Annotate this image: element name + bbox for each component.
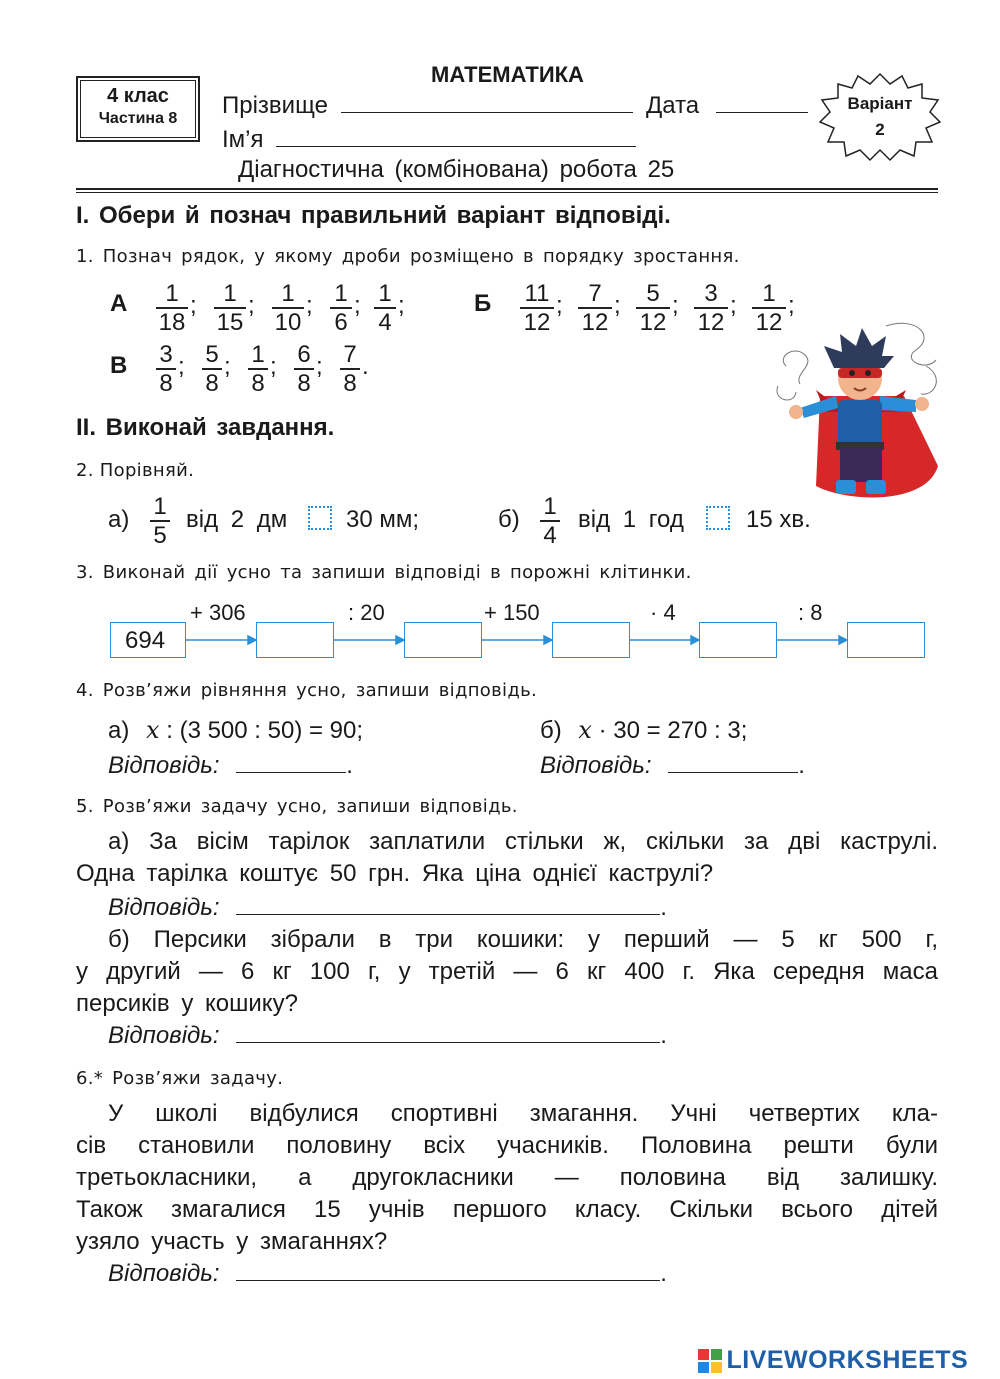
fraction: $\frac{1}{10}$ xyxy=(272,280,304,336)
separator: ; xyxy=(730,292,737,319)
answer-label: Відповідь: xyxy=(108,894,220,921)
chain-op-1: + 306 xyxy=(190,600,246,625)
task5-a-line2: Одна тарілка коштує 50 грн. Яка ціна однієї каструлі? xyxy=(76,860,714,887)
compare-box-a[interactable] xyxy=(308,506,332,530)
fraction: $\frac{5}{12}$ xyxy=(636,280,670,336)
date-label: Дата xyxy=(646,92,700,119)
task2-b-mid: від 1 год xyxy=(578,506,684,533)
superhero-illustration xyxy=(776,316,942,504)
task6-line1: У школі відбулися спортивні змагання. Учні четвертих кла- xyxy=(108,1100,938,1127)
answer-field-5b[interactable] xyxy=(236,1042,660,1043)
task5-b-line3: персиків у кошику? xyxy=(76,990,298,1017)
arrowhead xyxy=(691,636,699,644)
separator: ; xyxy=(248,292,255,319)
equation-b xyxy=(540,716,747,745)
fraction: $\frac{1}{18}$ xyxy=(156,280,188,336)
task5-b-line2: у другий — 6 кг 100 г, у третій — 6 кг 400 г. Яка середня маса xyxy=(76,958,938,985)
variant-number: 2 xyxy=(875,120,885,139)
grade-label: 4 клас xyxy=(107,85,169,107)
answer-label: Відповідь: xyxy=(108,752,220,779)
fraction: $\frac{1}{4}$ xyxy=(540,493,560,549)
fraction: $\frac{11}{12}$ xyxy=(520,280,554,336)
hair xyxy=(824,328,894,368)
chain-op-2: : 20 xyxy=(348,600,385,625)
answer-row-4a: Відповідь: . xyxy=(108,752,353,779)
fraction: $\frac{1}{15}$ xyxy=(214,280,246,336)
task2-b-label: б) xyxy=(498,506,520,533)
answer-label: Відповідь: xyxy=(108,1260,220,1287)
arrowhead xyxy=(839,636,847,644)
separator: . xyxy=(362,353,369,380)
liveworksheets-logo xyxy=(698,1346,968,1372)
header-rule xyxy=(76,188,938,190)
arrowhead xyxy=(396,636,404,644)
separator: ; xyxy=(556,292,563,319)
task6-line3: третьокласники, а другокласники — половина від залишку. xyxy=(76,1164,938,1191)
equation-a-expr: : (3 500 : 50) = 90; xyxy=(166,717,364,744)
compare-box-b[interactable] xyxy=(706,506,730,530)
task2-a-right: 30 мм; xyxy=(346,506,420,533)
fraction: $\frac{6}{8}$ xyxy=(294,341,314,397)
answer-row-4b: Відповідь: . xyxy=(540,752,805,779)
answer-label: Відповідь: xyxy=(108,1022,220,1049)
fraction: $\frac{1}{12}$ xyxy=(752,280,786,336)
separator: ; xyxy=(190,292,197,319)
task6-line4: Також змагалися 15 учнів першого класу. Скільки всього дітей xyxy=(76,1196,938,1223)
answer-field-4a[interactable] xyxy=(236,772,346,773)
surname-field[interactable] xyxy=(341,112,633,113)
fraction: $\frac{3}{12}$ xyxy=(694,280,728,336)
subject-title: МАТЕМАТИКА xyxy=(431,62,584,87)
starburst-shape xyxy=(820,74,940,160)
chain-op-5: : 8 xyxy=(798,600,823,625)
option-c[interactable] xyxy=(108,340,378,396)
separator: ; xyxy=(306,292,313,319)
answer-field-5a[interactable] xyxy=(236,914,660,915)
section2-title: ІІ. Виконай завдання. xyxy=(76,414,335,441)
task6-text: 6.* Розв’яжи задачу. xyxy=(76,1068,284,1089)
fraction: $\frac{1}{6}$ xyxy=(330,280,352,336)
answer-row-5b: Відповідь: . xyxy=(108,1022,667,1049)
part-label: Частина 8 xyxy=(98,110,178,127)
name-row xyxy=(222,126,636,154)
task6-line2: сів становили половину всіх учасників. Половина решти були xyxy=(76,1132,938,1159)
task2-a-label: а) xyxy=(108,506,130,533)
answer-field-6[interactable] xyxy=(236,1280,660,1281)
date-row xyxy=(646,92,808,120)
option-c-letter: В xyxy=(110,352,128,379)
option-b-letter: Б xyxy=(474,290,492,317)
option-a-letter: А xyxy=(110,290,128,317)
task6-line5: узяло участь у змаганнях? xyxy=(76,1228,388,1255)
separator: ; xyxy=(178,353,185,380)
fraction: $\frac{3}{8}$ xyxy=(156,341,176,397)
chain-op-3: + 150 xyxy=(484,600,540,625)
grade-box xyxy=(76,76,200,142)
fraction: $\frac{1}{5}$ xyxy=(150,493,170,549)
equation-b-var: x xyxy=(578,716,592,744)
chain-op-4: · 4 xyxy=(650,600,676,625)
task5-b-line1: б) Персики зібрали в три кошики: у перший — 5 кг 500 г, xyxy=(108,926,938,953)
answer-row-5a: Відповідь: . xyxy=(108,894,667,921)
task5-text: 5. Розв’яжи задачу усно, запиши відповідь. xyxy=(76,796,518,817)
separator: ; xyxy=(316,353,323,380)
separator: ; xyxy=(224,353,231,380)
arrowhead xyxy=(544,636,552,644)
legs xyxy=(840,448,882,482)
fraction: $\frac{1}{8}$ xyxy=(248,341,268,397)
logo-icon xyxy=(698,1349,722,1373)
task2-b-right: 15 хв. xyxy=(746,506,811,533)
surname-row xyxy=(222,92,633,120)
arrowhead xyxy=(248,636,256,644)
separator: ; xyxy=(614,292,621,319)
name-field[interactable] xyxy=(276,146,636,147)
task1-text: 1. Познач рядок, у якому дроби розміщено в порядку зростання. xyxy=(76,246,740,267)
arm-right xyxy=(880,396,916,412)
task2-a-mid: від 2 дм xyxy=(186,506,288,533)
variant-label: Варіант xyxy=(847,94,913,113)
separator: ; xyxy=(398,292,405,319)
name-label: Ім’я xyxy=(222,126,264,153)
header-rule-thin xyxy=(76,192,938,193)
variant-starburst xyxy=(818,72,942,162)
fraction: $\frac{5}{8}$ xyxy=(202,341,222,397)
task3-text: 3. Виконай дії усно та запиши відповіді в порожні клітинки. xyxy=(76,562,692,583)
separator: ; xyxy=(672,292,679,319)
equation-a xyxy=(108,716,363,745)
task2-text: 2. Порівняй. xyxy=(76,460,195,481)
chain-arrows xyxy=(0,630,1000,650)
separator: ; xyxy=(788,292,795,319)
equation-b-expr: · 30 = 270 : 3; xyxy=(598,717,748,744)
separator: ; xyxy=(270,353,277,380)
answer-row-6: Відповідь: . xyxy=(108,1260,667,1287)
fraction: $\frac{7}{12}$ xyxy=(578,280,612,336)
separator: ; xyxy=(354,292,361,319)
fraction: $\frac{7}{8}$ xyxy=(340,341,360,397)
answer-label: Відповідь: xyxy=(540,752,652,779)
task4-text: 4. Розв’яжи рівняння усно, запиши відповідь. xyxy=(76,680,537,701)
fraction: $\frac{1}{4}$ xyxy=(374,280,396,336)
section1-title: І. Обери й познач правильний варіант відповіді. xyxy=(76,202,671,229)
task5-a-line1: а) За вісім тарілок заплатили стільки ж, скільки за дві каструлі. xyxy=(108,828,938,855)
equation-a-label: а) xyxy=(108,717,130,744)
surname-label: Прізвище xyxy=(222,92,328,119)
equation-a-var: x xyxy=(146,716,160,744)
date-field[interactable] xyxy=(716,112,808,113)
answer-field-4b[interactable] xyxy=(668,772,798,773)
work-title: Діагностична (комбінована) робота 25 xyxy=(238,156,675,183)
torso xyxy=(838,400,882,448)
logo-text: LIVEWORKSHEETS xyxy=(726,1346,969,1374)
chain-start-value: 694 xyxy=(125,627,166,654)
equation-b-label: б) xyxy=(540,717,562,744)
